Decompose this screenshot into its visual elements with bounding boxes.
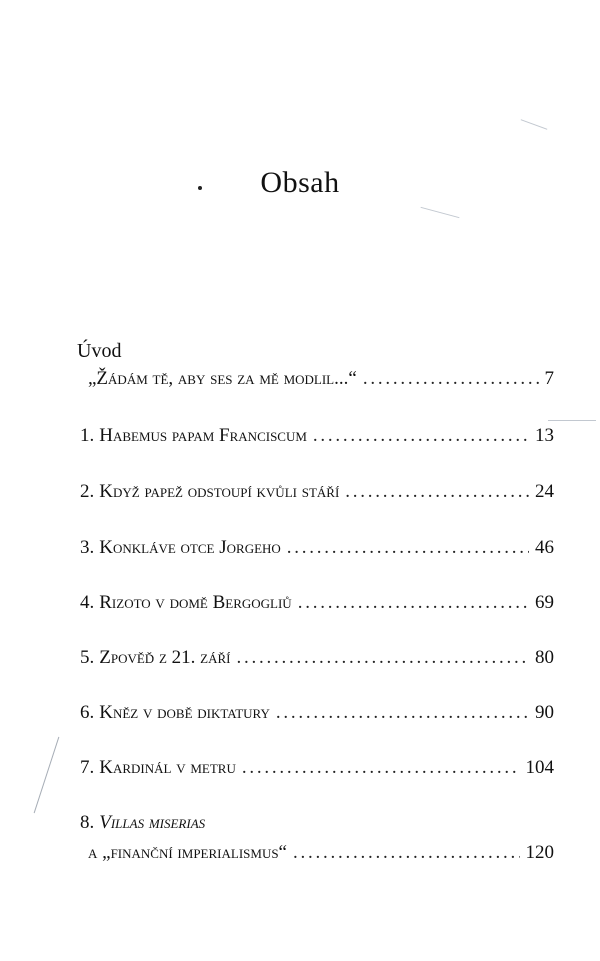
toc-entry-5 xyxy=(80,647,554,669)
toc-leader-dots xyxy=(363,368,539,390)
toc-entry-text: Villas miserias xyxy=(99,812,206,833)
toc-entry-1 xyxy=(80,425,554,447)
scan-smudge xyxy=(421,207,460,218)
toc-page-number: 104 xyxy=(525,757,554,778)
toc-page-number: 80 xyxy=(535,647,554,668)
toc-leader-dots xyxy=(287,537,529,559)
toc-page-number: 13 xyxy=(535,425,554,446)
toc-chapter-number: 3. xyxy=(80,537,95,558)
toc-chapter-number: 5. xyxy=(80,647,95,668)
pencil-mark xyxy=(34,737,60,813)
toc-chapter-number: 7. xyxy=(80,757,95,778)
scan-smudge xyxy=(521,119,548,130)
toc-leader-dots xyxy=(345,481,529,503)
toc-page-number: 90 xyxy=(535,702,554,723)
toc-entry-text: Rizoto v domě Bergogliů xyxy=(99,592,292,613)
toc-leader-dots xyxy=(276,702,529,724)
toc-leader-dots xyxy=(313,425,529,447)
toc-chapter-number: 2. xyxy=(80,481,95,502)
toc-page-number: 69 xyxy=(535,592,554,613)
toc-chapter-number: 8. xyxy=(80,812,95,833)
toc-entry-4 xyxy=(80,592,554,614)
toc-page-number: 120 xyxy=(525,842,554,863)
toc-entry-text: Habemus papam Franciscum xyxy=(99,425,307,446)
toc-entry-text: Když papež odstoupí kvůli stáří xyxy=(99,481,340,502)
toc-entry-6 xyxy=(80,702,554,724)
toc-entry-text: Zpověď z 21. září xyxy=(99,647,231,668)
toc-entry-8 xyxy=(80,812,554,834)
toc-entry-text: „Žádám tě, aby ses za mě modlil...“ xyxy=(88,368,357,389)
intro-label: Úvod xyxy=(77,340,122,362)
toc-page-number: 24 xyxy=(535,481,554,502)
toc-leader-dots xyxy=(298,592,529,614)
toc-entry-2 xyxy=(80,481,554,503)
toc-page-number: 46 xyxy=(535,537,554,558)
toc-chapter-number: 6. xyxy=(80,702,95,723)
toc-entry-text: Konkláve otce Jorgeho xyxy=(99,537,281,558)
toc-entry-7 xyxy=(80,757,554,779)
toc-entry-intro xyxy=(88,368,554,390)
toc-entry-text: Kardinál v metru xyxy=(99,757,236,778)
toc-page-number: 7 xyxy=(544,368,554,389)
toc-leader-dots xyxy=(293,842,520,864)
toc-entry-8-continued xyxy=(88,842,554,864)
page-title: Obsah xyxy=(260,166,340,199)
toc-chapter-number: 1. xyxy=(80,425,95,446)
toc-entry-3 xyxy=(80,537,554,559)
toc-entry-text: Kněz v době diktatury xyxy=(99,702,270,723)
toc-entry-text: a „finanční imperialismus“ xyxy=(88,842,287,863)
toc-leader-dots xyxy=(236,647,529,669)
toc-chapter-number: 4. xyxy=(80,592,95,613)
scan-smudge xyxy=(548,420,596,421)
toc-leader-dots xyxy=(242,757,520,779)
